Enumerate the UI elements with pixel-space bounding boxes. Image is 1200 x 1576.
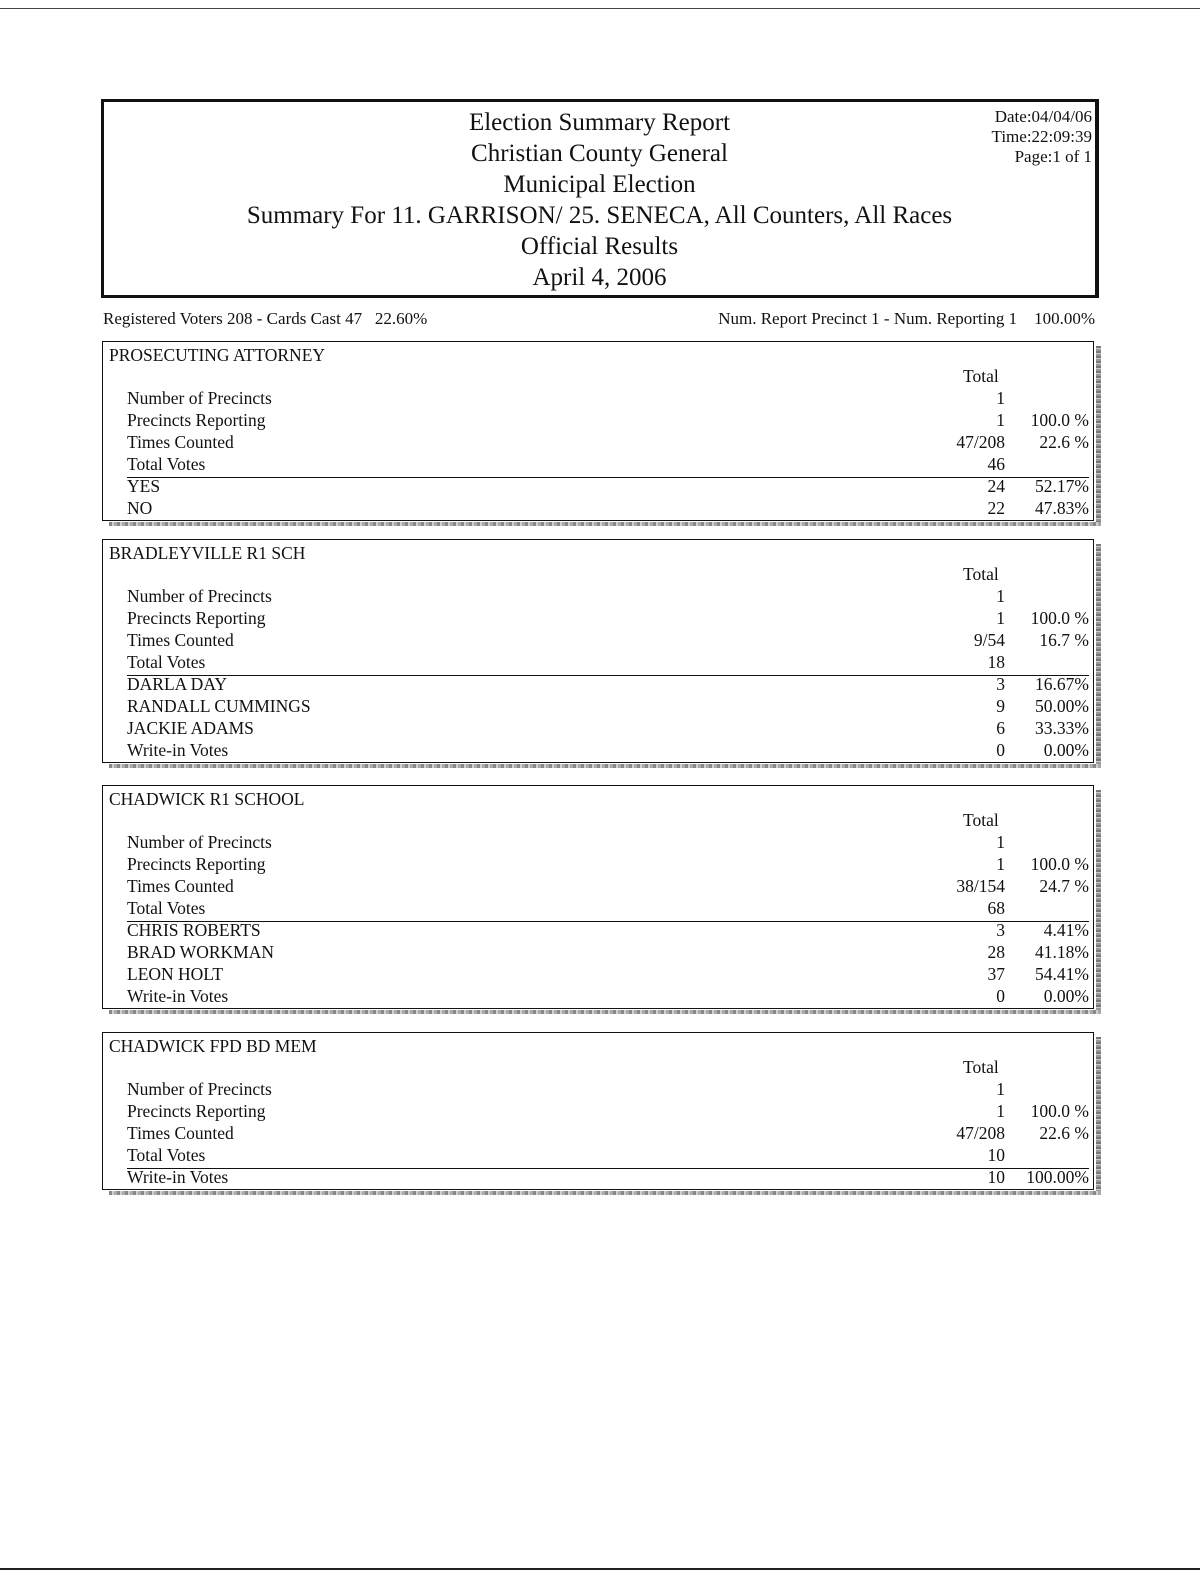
race-title: CHADWICK R1 SCHOOL <box>109 789 305 809</box>
stat-row <box>103 854 1093 876</box>
row-total: 28 <box>987 942 1005 962</box>
row-percent: 100.0 % <box>1030 410 1089 430</box>
report-date: Date:04/04/06 <box>994 107 1092 126</box>
choice-row <box>103 674 1093 696</box>
row-label: DARLA DAY <box>127 674 227 694</box>
choice-row <box>103 498 1093 520</box>
report-time: Time:22:09:39 <box>991 127 1092 146</box>
row-label: Number of Precincts <box>127 388 272 408</box>
row-label: Write-in Votes <box>127 986 229 1006</box>
row-percent: 22.6 % <box>1039 1123 1089 1143</box>
race-box <box>102 341 1094 521</box>
row-total: 1 <box>996 854 1005 874</box>
total-column-header: Total <box>963 366 999 386</box>
choice-row <box>103 986 1093 1008</box>
election-title: Municipal Election <box>503 171 696 198</box>
row-percent: 41.18% <box>1035 942 1089 962</box>
stat-row <box>103 388 1093 410</box>
race-box <box>102 785 1094 1009</box>
race-title: CHADWICK FPD BD MEM <box>109 1036 317 1056</box>
stat-row <box>103 432 1093 454</box>
precinct-reporting-summary: Num. Report Precinct 1 - Num. Reporting 1 100.00% <box>718 309 1095 328</box>
box-shadow-right <box>1096 1037 1101 1195</box>
stat-row <box>103 1079 1093 1101</box>
results-status: Official Results <box>520 233 679 260</box>
race-box <box>102 539 1094 763</box>
scan-edge-top <box>0 8 1200 9</box>
box-shadow-bottom <box>109 522 1101 526</box>
box-shadow-right <box>1096 346 1101 526</box>
row-total: 0 <box>996 986 1005 1006</box>
row-percent: 100.0 % <box>1030 608 1089 628</box>
report-header <box>101 99 1099 298</box>
row-label: Total Votes <box>127 1145 206 1165</box>
box-shadow-bottom <box>109 1010 1101 1014</box>
row-total: 10 <box>987 1167 1005 1187</box>
stat-row <box>103 1101 1093 1123</box>
row-label: Total Votes <box>127 652 206 672</box>
scan-edge-bottom <box>0 1568 1200 1570</box>
row-total: 38/154 <box>956 876 1005 896</box>
row-total: 1 <box>996 586 1005 606</box>
row-label: Times Counted <box>127 630 234 650</box>
row-total: 1 <box>996 410 1005 430</box>
row-percent: 47.83% <box>1035 498 1089 518</box>
box-shadow-bottom <box>109 764 1101 768</box>
row-percent: 100.00% <box>1026 1167 1089 1187</box>
row-label: Times Counted <box>127 432 234 452</box>
row-label: JACKIE ADAMS <box>127 718 254 738</box>
election-date: April 4, 2006 <box>532 264 667 291</box>
row-label: LEON HOLT <box>127 964 224 984</box>
row-percent: 24.7 % <box>1039 876 1089 896</box>
stat-row <box>103 608 1093 630</box>
row-total: 1 <box>996 1079 1005 1099</box>
stat-row <box>103 652 1093 674</box>
row-label: Precincts Reporting <box>127 854 266 874</box>
row-total: 68 <box>987 898 1005 918</box>
stat-row <box>103 454 1093 476</box>
registered-voters-summary: Registered Voters 208 - Cards Cast 47 22.60% <box>103 309 428 328</box>
choice-row <box>103 942 1093 964</box>
row-percent: 0.00% <box>1043 740 1089 760</box>
total-column-header: Total <box>963 810 999 830</box>
row-total: 37 <box>987 964 1005 984</box>
row-label: Precincts Reporting <box>127 1101 266 1121</box>
page-number: Page:1 of 1 <box>1014 147 1092 166</box>
stat-row <box>103 898 1093 920</box>
stat-row <box>103 876 1093 898</box>
row-total: 18 <box>987 652 1005 672</box>
row-label: Write-in Votes <box>127 1167 229 1187</box>
row-percent: 50.00% <box>1035 696 1089 716</box>
row-total: 1 <box>996 388 1005 408</box>
row-total: 24 <box>987 476 1005 496</box>
row-percent: 100.0 % <box>1030 854 1089 874</box>
row-total: 10 <box>987 1145 1005 1165</box>
choice-row <box>103 718 1093 740</box>
race-title: BRADLEYVILLE R1 SCH <box>109 543 306 563</box>
row-total: 3 <box>996 920 1005 940</box>
row-label: Number of Precincts <box>127 1079 272 1099</box>
stat-row <box>103 630 1093 652</box>
row-label: Total Votes <box>127 454 206 474</box>
row-percent: 16.7 % <box>1039 630 1089 650</box>
row-total: 9 <box>996 696 1005 716</box>
report-title-block <box>104 107 1095 293</box>
row-label: Times Counted <box>127 1123 234 1143</box>
row-label: BRAD WORKMAN <box>127 942 274 962</box>
total-column-header: Total <box>963 564 999 584</box>
row-total: 1 <box>996 608 1005 628</box>
row-total: 3 <box>996 674 1005 694</box>
row-label: YES <box>127 476 161 496</box>
row-label: Number of Precincts <box>127 832 272 852</box>
race-title: PROSECUTING ATTORNEY <box>109 345 326 365</box>
row-label: Total Votes <box>127 898 206 918</box>
row-percent: 0.00% <box>1043 986 1089 1006</box>
row-percent: 52.17% <box>1035 476 1089 496</box>
row-total: 0 <box>996 740 1005 760</box>
row-total: 9/54 <box>973 630 1005 650</box>
row-total: 22 <box>987 498 1005 518</box>
summary-scope: Summary For 11. GARRISON/ 25. SENECA, All Counters, All Races <box>246 202 953 229</box>
row-label: CHRIS ROBERTS <box>127 920 261 940</box>
row-percent: 4.41% <box>1043 920 1089 940</box>
stat-row <box>103 1123 1093 1145</box>
choice-row <box>103 964 1093 986</box>
choice-row <box>103 920 1093 942</box>
row-total: 46 <box>987 454 1005 474</box>
row-label: Number of Precincts <box>127 586 272 606</box>
race-box <box>102 1032 1094 1190</box>
choice-row <box>103 476 1093 498</box>
choice-row <box>103 1167 1093 1189</box>
county-title: Christian County General <box>471 140 728 167</box>
row-percent: 54.41% <box>1035 964 1089 984</box>
row-label: NO <box>127 498 153 518</box>
stat-row <box>103 586 1093 608</box>
box-shadow-right <box>1096 790 1101 1014</box>
row-label: Precincts Reporting <box>127 608 266 628</box>
row-total: 47/208 <box>956 432 1005 452</box>
report-title: Election Summary Report <box>468 109 731 136</box>
row-percent: 16.67% <box>1035 674 1089 694</box>
row-label: Times Counted <box>127 876 234 896</box>
row-percent: 33.33% <box>1035 718 1089 738</box>
choice-row <box>103 740 1093 762</box>
choice-row <box>103 696 1093 718</box>
row-label: Write-in Votes <box>127 740 229 760</box>
row-label: Precincts Reporting <box>127 410 266 430</box>
row-percent: 22.6 % <box>1039 432 1089 452</box>
row-total: 47/208 <box>956 1123 1005 1143</box>
row-total: 1 <box>996 1101 1005 1121</box>
box-shadow-bottom <box>109 1191 1101 1195</box>
report-meta <box>992 107 1092 167</box>
stat-row <box>103 832 1093 854</box>
stat-row <box>103 410 1093 432</box>
row-total: 1 <box>996 832 1005 852</box>
row-label: RANDALL CUMMINGS <box>127 696 311 716</box>
stat-row <box>103 1145 1093 1167</box>
row-total: 6 <box>996 718 1005 738</box>
row-percent: 100.0 % <box>1030 1101 1089 1121</box>
total-column-header: Total <box>963 1057 999 1077</box>
box-shadow-right <box>1096 544 1101 768</box>
